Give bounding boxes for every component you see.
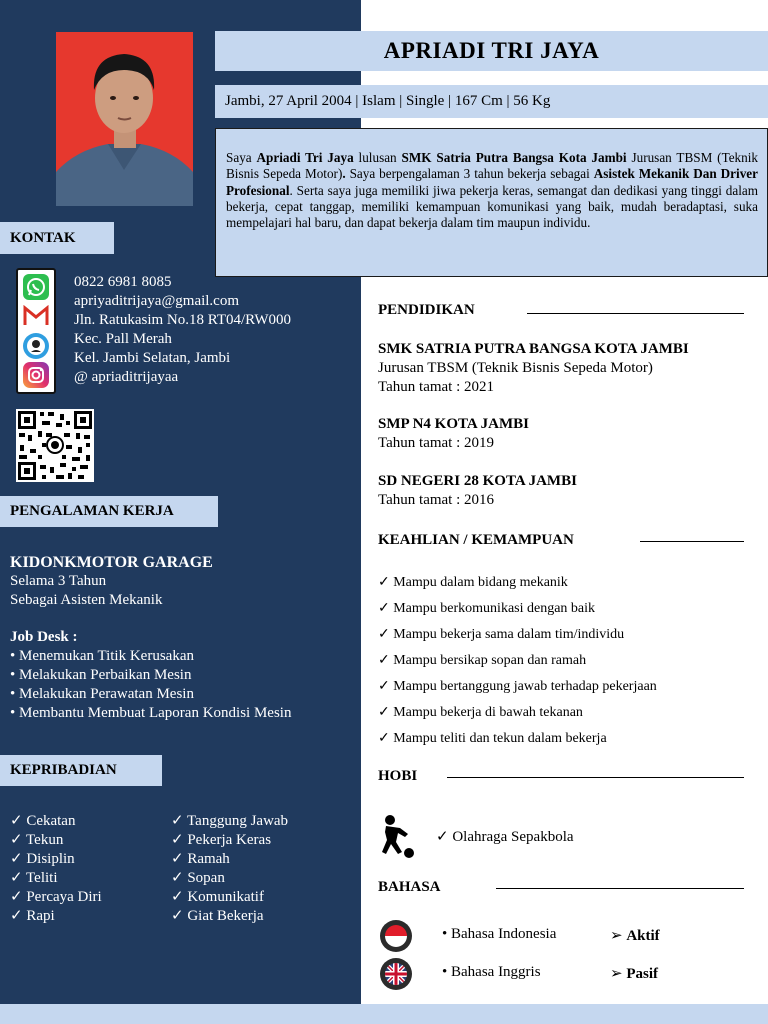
- indonesia-flag-icon: [380, 920, 412, 952]
- address-line: Kec. Pall Merah: [74, 331, 172, 347]
- work-position: Sebagai Asisten Mekanik: [10, 592, 163, 608]
- jobdesk-item: • Melakukan Perawatan Mesin: [10, 686, 194, 702]
- trait-item: ✓ Tanggung Jawab: [171, 813, 289, 829]
- football-player-icon: [378, 814, 416, 860]
- education-item: [378, 472, 577, 510]
- graduation-year: Tahun tamat : 2021: [378, 379, 495, 395]
- personality-title: KEPRIBADIAN: [0, 755, 162, 786]
- language-name: • Bahasa Inggris: [442, 964, 541, 980]
- school-name: SMP N4 KOTA JAMBI: [378, 416, 529, 432]
- personality-col-1: [10, 812, 102, 926]
- trait-item: ✓ Percaya Diri: [10, 889, 102, 905]
- language-level: ➢ Aktif: [610, 928, 660, 944]
- education-item: [378, 340, 689, 397]
- section-divider: [640, 541, 744, 542]
- jobdesk-item: • Melakukan Perbaikan Mesin: [10, 667, 192, 683]
- trait-item: ✓ Ramah: [171, 851, 230, 867]
- instagram-handle[interactable]: @ apriaditrijayaa: [74, 369, 179, 385]
- skill-item: ✓ Mampu bertanggung jawab terhadap pekerjaan: [378, 679, 657, 694]
- person-photo-icon: [56, 32, 193, 206]
- education-title: PENDIDIKAN: [378, 302, 475, 318]
- full-name: APRIADI TRI JAYA: [215, 31, 768, 71]
- email-address[interactable]: apriyaditrijaya@gmail.com: [74, 293, 240, 309]
- trait-item: ✓ Tekun: [10, 832, 64, 848]
- instagram-icon: [22, 362, 50, 388]
- skill-item: ✓ Mampu bekerja sama dalam tim/individu: [378, 627, 625, 642]
- trait-item: ✓ Rapi: [10, 908, 55, 924]
- school-name: SMK SATRIA PUTRA BANGSA KOTA JAMBI: [378, 341, 689, 357]
- skill-item: ✓ Mampu teliti dan tekun dalam bekerja: [378, 731, 607, 746]
- whatsapp-icon: [22, 274, 50, 300]
- section-divider: [447, 777, 744, 778]
- skill-item: ✓ Mampu berkomunikasi dengan baik: [378, 601, 596, 616]
- address-line: Kel. Jambi Selatan, Jambi: [74, 350, 231, 366]
- language-title: BAHASA: [378, 879, 441, 895]
- personal-info: Jambi, 27 April 2004 | Islam | Single | 167 Cm | 56 Kg: [215, 85, 768, 118]
- trait-item: ✓ Pekerja Keras: [171, 832, 272, 848]
- skills-list: [378, 574, 657, 756]
- gmail-icon: [22, 303, 50, 329]
- graduation-year: Tahun tamat : 2019: [378, 435, 495, 451]
- trait-item: ✓ Disiplin: [10, 851, 75, 867]
- trait-item: ✓ Komunikatif: [171, 889, 264, 905]
- personality-col-2: [171, 812, 288, 926]
- skills-title: KEAHLIAN / KEMAMPUAN: [378, 532, 574, 548]
- hobby-item: ✓ Olahraga Sepakbola: [436, 829, 574, 845]
- contact-icons: [16, 268, 56, 394]
- language-row: [380, 958, 760, 990]
- language-name: • Bahasa Indonesia: [442, 926, 557, 942]
- location-icon: [22, 333, 50, 359]
- hobby-title: HOBI: [378, 768, 418, 784]
- trait-item: ✓ Teliti: [10, 870, 58, 886]
- address-line: Jln. Ratukasim No.18 RT04/RW000: [74, 312, 292, 328]
- section-divider: [496, 888, 744, 889]
- jobdesk-item: • Membantu Membuat Laporan Kondisi Mesin: [10, 705, 292, 721]
- school-major: Jurusan TBSM (Teknik Bisnis Sepeda Motor): [378, 360, 653, 376]
- language-level: ➢ Pasif: [610, 966, 658, 982]
- profile-photo: [56, 32, 193, 206]
- trait-item: ✓ Sopan: [171, 870, 225, 886]
- jobdesk-item: • Menemukan Titik Kerusakan: [10, 648, 194, 664]
- trait-item: ✓ Cekatan: [10, 813, 76, 829]
- work-duration: Selama 3 Tahun: [10, 573, 107, 589]
- school-name: SD NEGERI 28 KOTA JAMBI: [378, 473, 577, 489]
- contact-title: KONTAK: [0, 222, 114, 254]
- qr-code-icon: [16, 409, 94, 482]
- bottom-strip: [0, 1004, 768, 1024]
- graduation-year: Tahun tamat : 2016: [378, 492, 495, 508]
- experience-section: [10, 553, 291, 723]
- skill-item: ✓ Mampu bersikap sopan dan ramah: [378, 653, 587, 668]
- experience-title: PENGALAMAN KERJA: [0, 496, 218, 527]
- profile-summary: Saya Apriadi Tri Jaya lulusan SMK Satria Putra Bangsa Kota Jambi Jurusan TBSM (Teknik Bisnis Sepeda Motor). Saya berpengalaman 3 tahun bekerja sebagai Asistek Mekanik Dan Driver Profesional. Serta saya juga memiliki jiwa pekerja keras, semangat dan dedikasi yang tinggi dalam bekerja, cepat tanggap, memiliki kemampuan komunikasi yang baik, mudah beradaptasi, suka mempelajari hal baru, dan dapat bekerja dalam tim maupun individu.: [215, 128, 768, 277]
- phone-number[interactable]: 0822 6981 8085: [74, 274, 172, 290]
- language-row: [380, 920, 760, 952]
- company-name: KIDONKMOTOR GARAGE: [10, 554, 213, 571]
- contact-details: [74, 273, 291, 387]
- education-item: [378, 415, 529, 453]
- trait-item: ✓ Giat Bekerja: [171, 908, 264, 924]
- uk-flag-icon: [380, 958, 412, 990]
- jobdesk-title: Job Desk :: [10, 629, 78, 645]
- skill-item: ✓ Mampu dalam bidang mekanik: [378, 575, 568, 590]
- skill-item: ✓ Mampu bekerja di bawah tekanan: [378, 705, 583, 720]
- section-divider: [527, 313, 744, 314]
